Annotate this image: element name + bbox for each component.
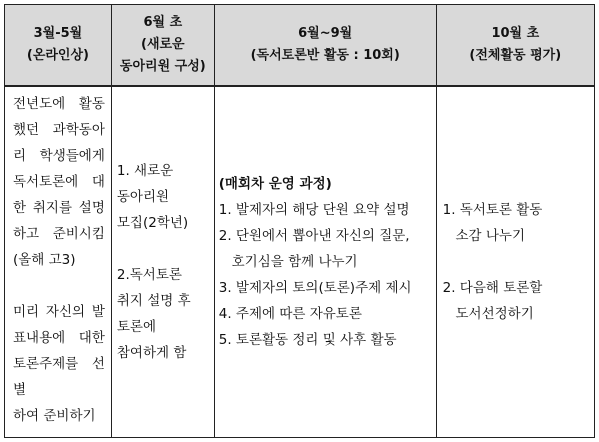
col4-line bbox=[443, 249, 594, 275]
col2-line: 1. 새로운 bbox=[116, 163, 174, 179]
col1-p1-line: 한 취지를 설명 bbox=[13, 200, 105, 216]
header-3-line2: (독서토론반 활동 : 10회) bbox=[250, 48, 400, 63]
header-4-line2: (전체활동 평가) bbox=[469, 48, 562, 63]
col2-line: 참여하게 함 bbox=[116, 345, 187, 361]
col2-line bbox=[117, 236, 210, 262]
header-cell-4 bbox=[436, 5, 594, 87]
col1-p1-line: 했던 과학동아 bbox=[13, 122, 105, 138]
col4-line: 도서선정하기 bbox=[442, 306, 534, 322]
col1-paragraph-1 bbox=[13, 91, 105, 273]
header-3-line1: 6월~9월 bbox=[298, 26, 353, 41]
col2-line: 2.독서토론 bbox=[116, 267, 182, 283]
col1-p1-line: (올해 고3) bbox=[13, 252, 76, 268]
header-cell-3 bbox=[214, 5, 436, 87]
col2-line: 취지 설명 후 bbox=[116, 293, 191, 309]
activity-plan-table bbox=[4, 4, 595, 438]
col1-p1-line: 하고 준비시킴 bbox=[13, 226, 105, 242]
col1-p2-line: 토론주제를 선별 bbox=[13, 356, 105, 398]
col3-title: (매회차 운영 과정) bbox=[218, 176, 332, 192]
col3-line: 2. 단원에서 뽑아낸 자신의 질문, bbox=[218, 228, 410, 244]
col2-line: 모집(2학년) bbox=[116, 215, 189, 231]
col1-p1-line: 리 학생들에게 bbox=[13, 148, 105, 164]
col1-p2-line: 미리 자신의 발 bbox=[13, 304, 105, 320]
col3-line: 3. 발제자의 토의(토론)주제 제시 bbox=[218, 280, 412, 296]
col1-p1-line: 독서토론에 대 bbox=[13, 174, 105, 190]
col2-line: 토론에 bbox=[116, 319, 157, 335]
col1-paragraph-2 bbox=[13, 299, 105, 429]
col3-line: 5. 토론활동 정리 및 사후 활동 bbox=[218, 332, 397, 348]
header-1-line2: (온라인상) bbox=[26, 48, 89, 63]
col4-line: 1. 독서토론 활동 bbox=[442, 202, 543, 218]
col2-line: 동아리원 bbox=[116, 189, 170, 205]
body-cell-3 bbox=[214, 86, 436, 438]
header-cell-2 bbox=[111, 5, 214, 87]
header-2-line1: 6월 초 bbox=[143, 15, 183, 30]
header-row bbox=[5, 5, 595, 87]
col1-p2-line: 표내용에 대한 bbox=[13, 330, 105, 346]
body-cell-4 bbox=[436, 86, 594, 438]
header-2-line2: (새로운 bbox=[141, 37, 185, 52]
header-cell-1 bbox=[5, 5, 112, 87]
col3-line: 호기심을 함께 나누기 bbox=[218, 254, 358, 270]
body-cell-1 bbox=[5, 86, 112, 438]
col1-p1-line: 전년도에 활동 bbox=[13, 96, 105, 112]
header-1-line1: 3월-5월 bbox=[33, 26, 83, 41]
col3-line: 1. 발제자의 해당 단원 요약 설명 bbox=[218, 202, 410, 218]
body-cell-2 bbox=[111, 86, 214, 438]
col1-p2-line: 하여 준비하기 bbox=[13, 408, 96, 424]
header-2-line3: 동아리원 구성) bbox=[119, 59, 206, 74]
header-4-line1: 10월 초 bbox=[491, 26, 540, 41]
col4-line: 소감 나누기 bbox=[442, 228, 525, 244]
col3-line: 4. 주제에 따른 자유토론 bbox=[218, 306, 362, 322]
col4-line: 2. 다음해 토론할 bbox=[442, 280, 543, 296]
body-row bbox=[5, 86, 595, 438]
